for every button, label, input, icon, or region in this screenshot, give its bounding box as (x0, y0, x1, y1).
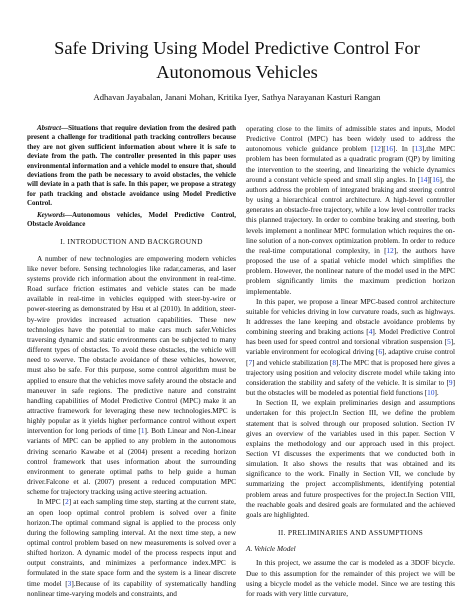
citation-link[interactable]: 8 (332, 357, 336, 367)
right-column (246, 124, 455, 599)
abstract (27, 124, 236, 209)
keywords-label: Keywords (37, 210, 65, 219)
citation-link[interactable]: 14 (420, 174, 428, 184)
citation-link[interactable]: 4 (368, 327, 373, 337)
section-heading-preliminaries: II. PRELIMINARIES AND ASSUMPTIONS (278, 528, 423, 538)
citation-link[interactable]: 3 (67, 578, 72, 588)
vehicle-model-paragraph: In this project, we assume the car is modeled as a 3DOF bicycle. Due to this assumption for the remainder of this project we will be using a bicycle model as the vehicle model. Since we are testing this for roads with very little curvature, (246, 558, 455, 598)
intro-paragraph-5: In Section II, we explain preliminaries design and assumptions undertaken for this project.In Section III, we define the problem statement that is solved through our proposed solution. Section IV gives an overview of the variables used in this paper. Section V explains the methodology and our approach used in this project. Section VI discusses the experiments that we conducted both in simulation. It also shows the results that was obtained and its significance to the work. Finally in Section VII, we conclude by summarizing the project accomplishments, identifying potential problem areas and future prospectives for the project.In Section VIII, the reachable goals and desired goals are formulated and the achieved goals are highlighted. (246, 398, 455, 519)
keywords-text: —Autonomous vehicles, Model Predictive Control, Obstacle Avoidance (27, 210, 236, 229)
citation-link[interactable]: 12 (373, 144, 381, 154)
citation-link[interactable]: 5 (447, 337, 451, 347)
paper-title: Safe Driving Using Model Predictive Control For Autonomous Vehicles (54, 38, 420, 82)
citation-link[interactable]: 10 (427, 388, 435, 398)
citation-link[interactable]: 6 (378, 347, 382, 357)
abstract-text: —Situations that require deviation from the desired path present a challenge for traditional path tracking controllers because they are not given sufficient information about where it is safe to deviate from the path. The controller presented in this paper uses environmental information and a vehicle model to ensure that, should deviations from the path be necessary to avoid obstacles, the vehicle will deviate in a path that is safe. In this paper, we propose a strategy for path tracking and obstacle avoidance using Model Predictive Control. (27, 124, 236, 208)
citation-link[interactable]: 9 (448, 377, 453, 387)
citation-link[interactable]: 2 (65, 497, 69, 507)
intro-paragraph-1: A number of new technologies are empowering modern vehicles like never before. Sensing technologies like radar,cameras, and laser systems provide rich information about the environment in real-time. Road surface friction estimates and vehicle states can be made available in real-time in vehicles equipped with steer-by-wire or power-steering as demonstrated by Hsu et al (2010). In addition, steer-by-wire provides increased actuation capabilities. These new technologies have the potential to make cars much safer.Vehicles traversing dynamic and static environments can be subjected to many different types of obstacles. To avoid these obstacles, the vehicle will need to swerve. The obstacle avoidance of these vehicles, however, must also be safe. For this purpose, some control algorithm must be applied to ensure that the vehicles move safely around the obstacle and maneuver in safe regions. The predictive nature and constraint handling capabilities of Model Predictive Control (MPC) make it an attractive framework for leveraging these new technologies.MPC is highly popular as it yields higher performance control without expert intervention for long periods of time [1]. Both Linear and Non-Linear variants of MPC can be applied to any problem in the autonomous driving scenario Kawabe et al (2004) present a receding horizon control framework that uses information about the surrounding environment to generate optimal paths to help guide a human driver.Falcone et al. (2007) present a reduced computation MPC scheme for trajectory tracking using active steering actuation. (27, 253, 236, 497)
citation-link[interactable]: 1 (140, 426, 145, 436)
citation-link[interactable]: 16 (432, 174, 440, 184)
intro-paragraph-2: In MPC [2] at each sampling time step, starting at the current state, an open loop optimal control problem is solved over a finite horizon.The optimal command signal is applied to the process only during the following sampling interval. At the next time step, a new optimal control problem based on new measurements is solved over a shifted horizon. A dynamic model of the process respects input and output constraints, and minimizes a performance index.MPC is formulated in the state space form and the system is a linear discrete time model [3].Because of its capability of systematically handling nonlinear time-varying models and constraints, and (27, 497, 236, 598)
section-heading-introduction: I. INTRODUCTION AND BACKGROUND (60, 237, 203, 247)
author-list: Adhavan Jayabalan, Janani Mohan, Kritika Iyer, Sathya Narayanan Kasturi Rangan (93, 92, 381, 102)
abstract-label: Abstract (37, 124, 62, 132)
keywords (27, 211, 236, 230)
citation-link[interactable]: 13 (414, 144, 422, 154)
intro-paragraph-3: operating close to the limits of admissible states and inputs, Model Predictive Control (MPC) has been widely used to address the autonomous vehicle guidance problem [12][16]. In [13],the MPC problem has been formulated as a quadratic program (QP) by limiting the intervention to the steering, and linearizing the vehicle dynamics around a constant vehicle speed and small slip angles. In [14][16], the authors address the problem of integrated braking and steering control by using a hierarchical control architecture. A high-level controller generates an obstacle-free trajectory, while a low level controller tracks this planned trajectory. In order to combine braking and steering, both levels implement a nonlinear MPC formulation which requires the on-line solution of a non-convex optimization problem. In order to reduce the real-time computational complexity, in [12], the authors have proposed the use of a spatial vehicle model which simplifies the problem. However, the nonlinear nature of the model used in the MPC problem significantly limits the maximum prediction horizon implementable. (246, 124, 456, 296)
subsection-heading-vehicle-model: A. Vehicle Model (246, 544, 296, 554)
citation-link[interactable]: 16 (385, 144, 394, 154)
intro-paragraph-4: In this paper, we propose a linear MPC-based control architecture suitable for vehicles driving in low curvature roads, such as highways. It addresses the lane keeping and obstacle avoidance problems by combining steering and braking actions [4]. Model Predictive Control has been used for speed control and torsional vibration suspension [5], variable environment for ecological driving [6], adaptive cruise control [7] and vehicle stabilization [8].The MPC that is proposed here gives a trajectory using position and velocity discrete model while taking into consideration the stability and safety of the vehicle. It is similar to [9] but the obstacles will be modeled as potential field functions [10]. (246, 296, 455, 398)
citation-link[interactable]: 12 (386, 245, 394, 255)
citation-link[interactable]: 7 (248, 357, 253, 367)
left-column (27, 124, 236, 599)
